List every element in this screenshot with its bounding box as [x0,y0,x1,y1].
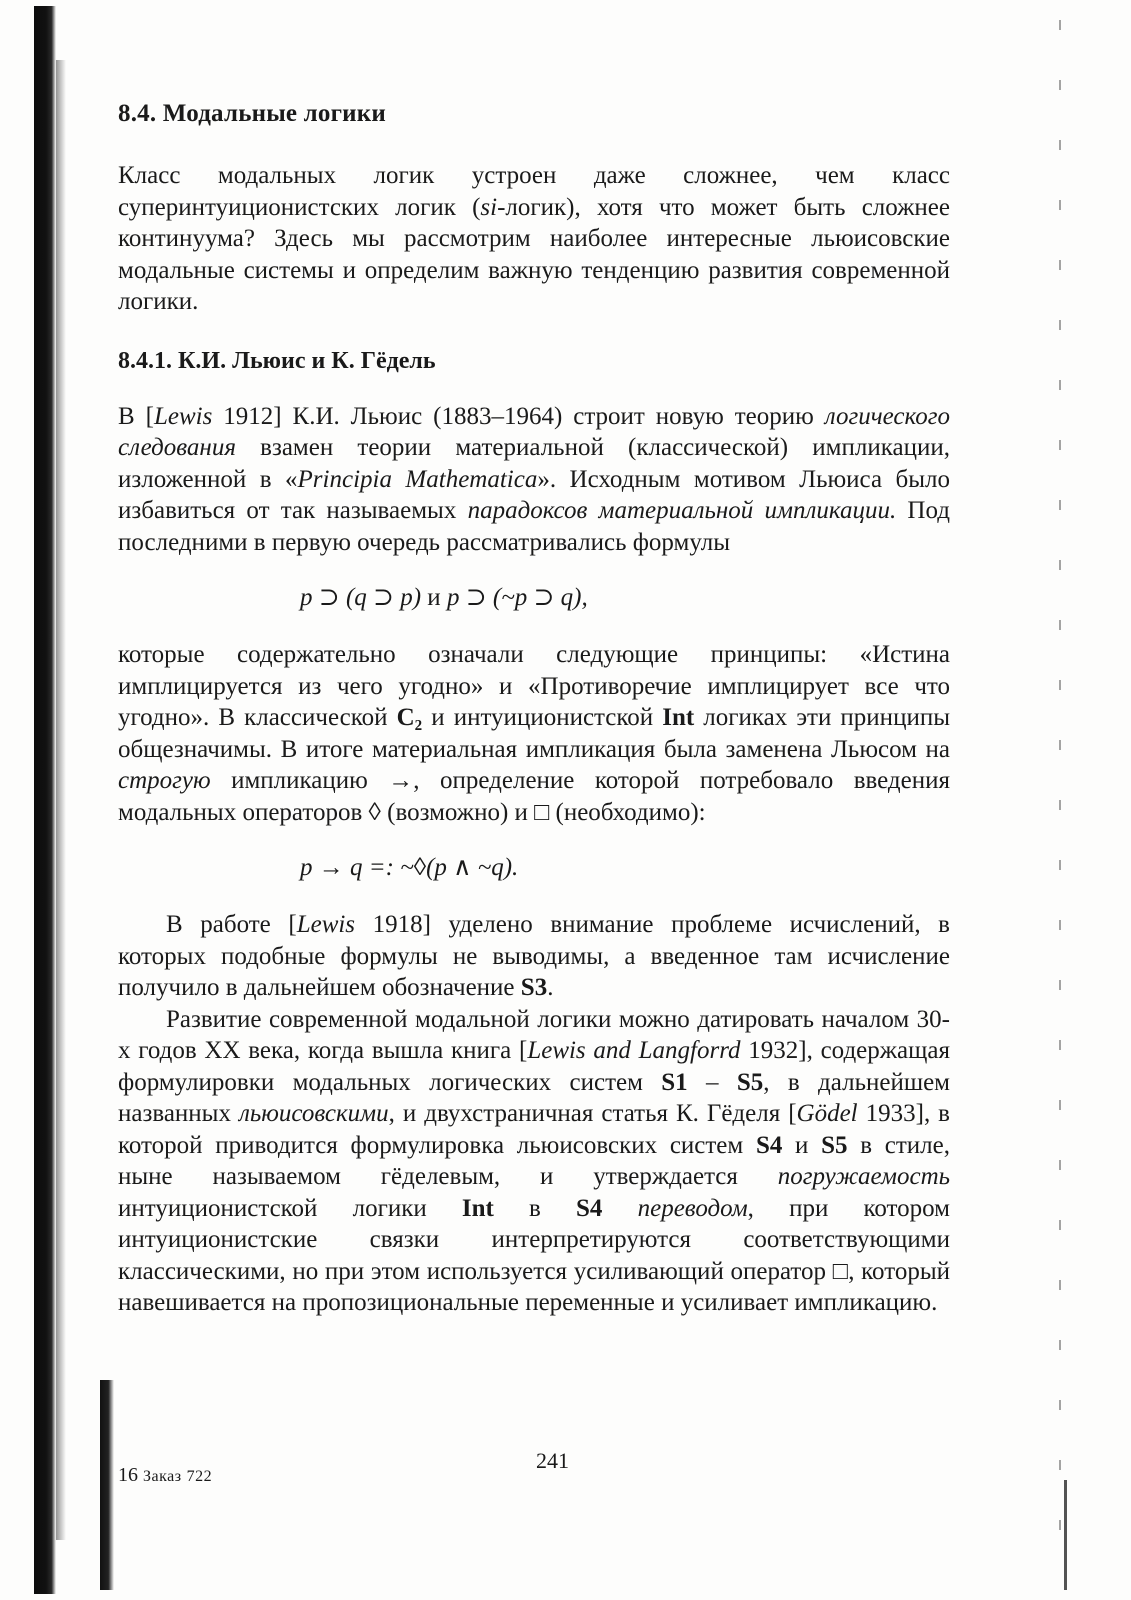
paragraph-lewis-1918 [118,909,950,1004]
citation-author: Lewis [153,402,213,430]
text: в стиле, ныне называемом гёделевым, и утверждается [118,1131,950,1190]
text: которые содержательно означали следующие принципы: «Истина имплицируется из чего угодно» и «Противоречие имплицирует все что угодно». В классической [118,641,950,731]
order-number: 722 [186,1468,213,1485]
intro-text-2: -логик), хотя что может быть сложнее континуума? Здесь мы рассмотрим наиболее интересные льюисовские модальные системы и определим важную тенденцию развития современной логики. [118,193,950,315]
emphasis-term: переводом [637,1194,748,1222]
text: 1932], содержащая формулировки модальных логических систем [118,1037,950,1096]
text: , в дальнейшем названных [118,1068,950,1127]
text: – [687,1068,737,1096]
formula-left: p ⊃ (q ⊃ p) [300,584,422,611]
text: и интуиционистской [422,704,663,731]
logic-name: S5 [736,1068,764,1096]
text: , при котором интуиционистские связки интерпретируются соответствующими классическими, но при этом используется усиливающий оператор □, который навешивается на пропозициональные переменные и усиливает импликацию. [118,1194,950,1316]
text: 1912] К.И. Льюис (1883–1964) строит новую теорию [212,402,825,430]
signature-number: 16 [118,1464,138,1486]
formula-paradoxes [118,582,950,613]
section-heading: 8.4. Модальные логики [118,100,386,127]
scan-right-edge-bar [1064,1480,1067,1590]
text: логиках эти принципы общезначимы. В итоге материальная импликация была заменена Льюсом на [118,704,950,763]
text: 1918] уделено внимание проблеме исчислений, в которых подобные формулы не выводимы, а введенное там исчисление получило в дальнейшем обозначение [118,911,950,1001]
scan-binding-gradient [56,60,66,1540]
formula-right: p ⊃ (~p ⊃ q), [446,584,588,611]
scan-binding-shadow [34,6,56,1594]
intro-si-term: si [480,193,498,221]
text: В [ [118,402,154,430]
logic-name: S1 [661,1068,688,1096]
formula-conjunction: и [421,584,447,611]
text: , и двухстраничная статья К. Гёделя [ [388,1100,797,1127]
printer-signature [118,1464,212,1487]
page-footer [118,1448,950,1488]
emphasis-term: парадоксов материальной импликации. [467,497,897,524]
text: Развитие современной модальной логики можно датировать началом 30-х годов XX века, когда вышла книга [ [118,1005,950,1064]
scan-binding-bottom-shadow [100,1380,114,1590]
text: ». Исходным мотивом Льюиса было избавиться от так называемых [118,465,950,524]
formula-strict-implication: p → q =: ~◊(p ∧ ~q). [300,854,519,881]
logic-name: Int [662,704,695,731]
text: 1933], в которой приводится формулировка льюисовских систем [118,1100,950,1159]
text: . [547,974,554,1001]
text: взамен теории материальной (классической) импликации, изложенной в « [118,434,950,493]
subsection-heading: 8.4.1. К.И. Льюис и К. Гёдель [118,347,436,374]
text [602,1195,637,1222]
text: Под последними в первую очередь рассматривались формулы [118,497,950,556]
scan-right-edge-marks [1059,20,1061,1580]
order-label: Заказ [143,1468,182,1485]
logic-name: C₂ [396,704,423,731]
text: и [782,1131,822,1159]
book-title: Principia Mathematica [297,465,538,493]
page-number: 241 [536,1448,569,1473]
emphasis-term: логического следования [118,402,951,461]
emphasis-term: погружаемость [777,1163,950,1190]
intro-paragraph [118,160,950,318]
page-content [118,92,950,1319]
intro-text-1: Класс модальных логик устроен даже сложнее, чем класс суперинтуиционистских логик ( [118,162,950,221]
emphasis-term: льюисовскими [238,1100,389,1127]
logic-name: S3 [520,974,548,1001]
logic-name: S4 [755,1131,783,1159]
logic-name: S4 [576,1194,603,1222]
text: в [493,1194,577,1222]
paragraph-lewis-1912 [118,401,950,559]
text: интуиционистской логики [118,1194,462,1222]
logic-name: S5 [821,1131,848,1159]
paragraph-principles [118,639,950,828]
citation-author: Lewis [296,911,356,938]
logic-name: Int [461,1194,494,1222]
emphasis-term: строгую [118,767,211,794]
text: импликацию →, определение которой потребовало введения модальных операторов ◊ (возможно) и □ (необходимо): [118,767,950,826]
citation-author: Gödel [796,1100,858,1127]
citation-author: Lewis and Langforrd [527,1037,741,1064]
paragraph-development [118,1004,950,1319]
text: В работе [ [166,911,297,938]
